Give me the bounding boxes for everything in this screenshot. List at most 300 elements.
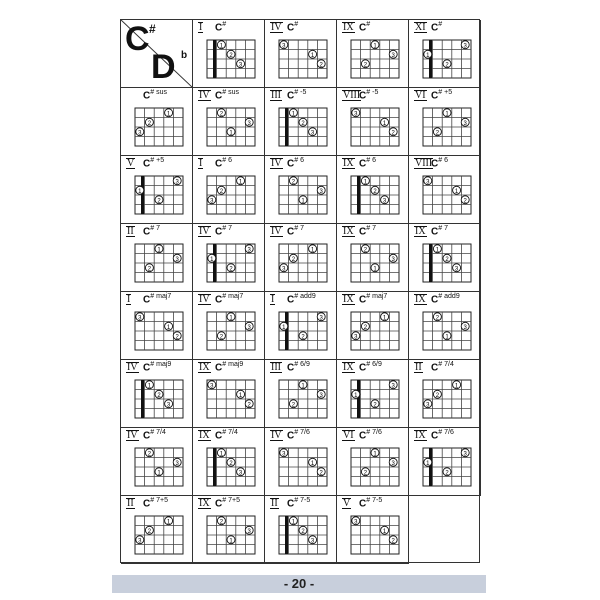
fret-position: IX [199,430,210,441]
chord-suffix: 7 [444,225,449,232]
chord-accidental: # [294,157,299,164]
chord-diagram [193,224,265,292]
chord-diagram [265,428,337,496]
finger-dot [361,245,369,254]
chord-name [287,157,304,169]
chord-suffix: 7/6 [372,429,382,436]
finger-dot [309,50,317,59]
svg-text:2: 2 [157,392,161,399]
svg-text:3: 3 [310,538,315,545]
finger-dot [208,196,216,205]
chord-name [431,361,454,373]
chord-root: C [287,22,295,34]
barre-mark [285,516,288,554]
chord-diagram [409,428,481,496]
svg-text:3: 3 [382,198,387,205]
chord-diagram [265,156,337,224]
chord-root: C [287,158,295,170]
finger-dot [217,186,225,195]
chord-root: C [359,430,367,442]
fret-position: IX [199,362,210,373]
finger-dot [371,449,379,458]
finger-dot [453,381,461,390]
chord-accidental: # [150,157,155,164]
finger-dot [309,128,317,137]
chord-name [287,497,310,509]
chord-accidental: # [222,429,227,436]
chord-accidental: # [366,157,371,164]
fret-position: VIII [415,158,433,169]
chord-name [215,497,240,509]
chord-root: C [431,158,439,170]
finger-dot [136,313,144,322]
svg-text:3: 3 [319,392,323,399]
finger-dot [245,322,253,331]
chord-root: C [143,362,151,374]
chord-suffix: sus [228,89,240,96]
finger-dot [443,60,451,69]
svg-text:2: 2 [445,256,449,263]
svg-text:1: 1 [445,334,449,341]
barre-mark [357,176,360,214]
finger-dot [165,517,173,526]
fret-position: II [271,498,278,509]
fret-position: I [127,294,131,305]
svg-text:1: 1 [435,247,440,254]
chord-name [143,157,164,169]
chord-accidental: # [438,225,443,232]
chord-root: C [359,226,367,238]
finger-dot [289,177,297,186]
svg-text:1: 1 [166,519,171,526]
chord-diagram [193,428,265,496]
fret-position: IV [271,22,282,33]
finger-dot [389,381,397,390]
svg-text:1: 1 [363,179,368,186]
svg-text:3: 3 [247,324,251,331]
chord-suffix: maj9 [228,361,244,368]
svg-text:1: 1 [291,519,296,526]
chord-diagram [193,88,265,156]
fret-position: IX [415,430,426,441]
chord-name [359,89,378,101]
chord-suffix: 7 [156,225,161,232]
svg-text:2: 2 [219,334,224,341]
svg-text:1: 1 [229,315,233,322]
svg-text:2: 2 [363,62,368,69]
chord-diagram [409,292,481,360]
chord-diagram [337,156,409,224]
chord-diagram [409,20,481,88]
finger-dot [227,50,235,59]
chord-diagram [265,88,337,156]
chord-suffix: 6 [444,157,449,164]
svg-text:1: 1 [382,315,387,322]
chord-diagram [265,20,337,88]
fret-position: II [127,498,134,509]
finger-dot [165,322,173,331]
svg-text:3: 3 [175,256,179,263]
chord-name [359,429,382,441]
svg-text:1: 1 [373,43,377,50]
finger-dot [217,109,225,118]
chord-accidental: # [438,21,443,28]
svg-text:1: 1 [157,247,161,254]
finger-dot [280,322,288,331]
svg-text:3: 3 [247,120,251,127]
svg-text:3: 3 [247,528,251,535]
chord-root: C [143,90,151,102]
svg-text:3: 3 [238,62,243,69]
svg-text:2: 2 [229,266,233,273]
finger-dot [461,196,469,205]
chord-diagram [409,224,481,292]
finger-dot [461,322,469,331]
chord-suffix: 7/4 [228,429,238,436]
fret-position: VI [415,90,426,101]
chord-root: C [359,158,367,170]
finger-dot [280,264,288,273]
key-accidental-top: # [149,22,156,36]
chord-suffix: 7-5 [300,497,311,504]
barre-mark [213,40,216,78]
finger-dot [317,60,325,69]
chord-name [359,361,382,373]
chord-diagram [265,224,337,292]
chord-diagram [409,360,481,428]
finger-dot [389,458,397,467]
barre-mark [357,380,360,418]
svg-text:1: 1 [219,43,224,50]
fret-position: IX [343,362,354,373]
chord-name [287,429,310,441]
svg-text:1: 1 [138,188,142,195]
finger-dot [433,245,441,254]
finger-dot [361,60,369,69]
svg-text:1: 1 [382,528,387,535]
chord-suffix: 7/6 [444,429,454,436]
svg-text:2: 2 [391,130,395,137]
chord-accidental: # [294,21,299,28]
svg-text:1: 1 [445,111,449,118]
svg-text:3: 3 [138,315,142,322]
chord-accidental: # [366,293,371,300]
finger-dot [371,41,379,50]
svg-text:3: 3 [210,383,214,390]
finger-dot [145,526,153,535]
svg-text:2: 2 [301,528,305,535]
fret-position: IX [343,294,354,305]
chord-accidental: # [222,361,227,368]
chord-root: C [431,362,439,374]
chord-suffix: maj7 [156,293,172,300]
fret-position: IV [199,90,210,101]
chord-accidental: # [294,293,299,300]
finger-dot [309,458,317,467]
chord-diagram [121,428,193,496]
finger-dot [289,254,297,263]
svg-text:3: 3 [282,43,286,50]
finger-dot [227,536,235,545]
chord-name [215,361,243,373]
finger-dot [245,400,253,409]
finger-dot [371,264,379,273]
svg-text:3: 3 [426,179,430,186]
chord-diagram [193,20,265,88]
svg-text:2: 2 [301,120,305,127]
finger-dot [361,322,369,331]
svg-text:1: 1 [219,451,224,458]
footer-bar [112,575,486,593]
fret-position: IV [127,362,138,373]
fret-position: IX [415,226,426,237]
finger-dot [381,196,389,205]
svg-text:2: 2 [319,62,323,69]
chord-suffix: 7 [228,225,233,232]
fret-position: IX [199,498,210,509]
svg-text:3: 3 [282,451,286,458]
svg-text:3: 3 [463,120,467,127]
svg-text:2: 2 [363,247,368,254]
barre-mark [429,448,432,486]
svg-text:1: 1 [310,247,315,254]
svg-text:3: 3 [391,460,395,467]
finger-dot [389,128,397,137]
chord-diagram [121,292,193,360]
fret-position: VIII [343,90,361,101]
chord-root: C [143,294,151,306]
chord-accidental: # [438,157,443,164]
svg-text:1: 1 [229,130,233,137]
svg-text:1: 1 [373,266,377,273]
chord-suffix: +5 [156,157,165,164]
chord-accidental: # [150,361,155,368]
svg-text:3: 3 [319,188,323,195]
svg-text:1: 1 [229,538,233,545]
chord-suffix: 6/9 [300,361,310,368]
chord-accidental: # [222,293,227,300]
chord-accidental: # [438,429,443,436]
svg-text:3: 3 [391,383,395,390]
finger-dot [227,264,235,273]
chord-suffix: maj9 [156,361,172,368]
svg-text:2: 2 [373,188,377,195]
svg-text:3: 3 [426,402,430,409]
chord-accidental: # [222,157,227,164]
chord-accidental: # [438,89,443,96]
svg-text:2: 2 [229,460,233,467]
finger-dot [145,118,153,127]
chord-name [143,225,160,237]
finger-dot [424,50,432,59]
chord-suffix: 7 [300,225,305,232]
chord-root: C [287,226,295,238]
chord-accidental: # [222,21,227,28]
finger-dot [237,60,245,69]
fret-position: VI [343,430,354,441]
svg-text:2: 2 [301,334,305,341]
svg-text:3: 3 [310,130,315,137]
finger-dot [217,41,225,50]
svg-text:2: 2 [373,402,377,409]
chord-accidental: # [438,293,443,300]
barre-mark [141,380,144,418]
finger-dot [299,381,307,390]
finger-dot [453,186,461,195]
svg-text:1: 1 [166,111,171,118]
finger-dot [280,41,288,50]
finger-dot [443,109,451,118]
finger-dot [173,254,181,263]
finger-dot [245,526,253,535]
fret-position: XI [415,22,426,33]
finger-dot [381,118,389,127]
chord-diagram [409,88,481,156]
svg-text:3: 3 [282,266,286,273]
chord-name [431,429,454,441]
chord-suffix: 7 [372,225,377,232]
chord-name [143,89,167,101]
finger-dot [155,390,163,399]
chord-root: C [431,22,439,34]
chord-accidental: # [294,225,299,232]
svg-text:3: 3 [175,460,179,467]
finger-dot [317,468,325,477]
finger-dot [381,526,389,535]
svg-text:3: 3 [391,52,395,59]
fret-position: IV [271,226,282,237]
fret-position: V [127,158,135,169]
finger-dot [227,128,235,137]
finger-dot [309,536,317,545]
svg-text:1: 1 [301,198,305,205]
svg-text:1: 1 [426,52,430,59]
finger-dot [433,128,441,137]
finger-dot [299,526,307,535]
chord-suffix: 6 [228,157,233,164]
chord-diagram [265,292,337,360]
svg-text:1: 1 [310,460,315,467]
chord-root: C [215,90,223,102]
chord-accidental: # [366,21,371,28]
svg-text:3: 3 [138,130,142,137]
svg-text:3: 3 [454,266,459,273]
fret-position: I [271,294,275,305]
fret-position: II [415,362,422,373]
finger-dot [208,381,216,390]
chord-name [359,157,376,169]
finger-dot [299,196,307,205]
fret-position: V [343,498,351,509]
chord-root: C [215,362,223,374]
chord-accidental: # [366,225,371,232]
finger-dot [299,118,307,127]
svg-text:1: 1 [454,383,459,390]
svg-text:2: 2 [219,519,224,526]
chord-diagram [337,360,409,428]
chord-root: C [215,22,223,34]
chord-root: C [359,362,367,374]
chord-diagram [121,224,193,292]
finger-dot [173,332,181,341]
finger-dot [155,245,163,254]
chord-suffix: maj7 [372,293,388,300]
chord-chart-grid [120,19,480,563]
chord-diagram [121,360,193,428]
fret-position: IX [343,158,354,169]
finger-dot [237,390,245,399]
finger-dot [381,313,389,322]
svg-text:3: 3 [463,324,467,331]
finger-dot [461,449,469,458]
chord-diagram [193,496,265,564]
fret-position: IX [343,22,354,33]
finger-dot [443,254,451,263]
chord-root: C [215,158,223,170]
fret-position: IV [199,294,210,305]
chord-accidental: # [150,293,155,300]
chord-accidental: # [222,89,227,96]
svg-text:3: 3 [354,334,358,341]
svg-text:3: 3 [238,470,243,477]
chord-suffix: 7+5 [228,497,241,504]
finger-dot [433,390,441,399]
fret-position: IV [271,158,282,169]
chord-suffix: add9 [444,293,460,300]
chord-diagram [265,360,337,428]
chord-root: C [359,90,367,102]
chord-diagram [337,292,409,360]
finger-dot [245,118,253,127]
svg-text:2: 2 [435,315,440,322]
finger-dot [389,50,397,59]
svg-text:2: 2 [435,392,440,399]
chord-suffix: 7/4 [444,361,454,368]
chord-name [215,429,238,441]
chord-suffix: sus [156,89,168,96]
chord-name [143,429,166,441]
fret-position: IV [199,226,210,237]
chord-suffix: -5 [300,89,307,96]
svg-text:1: 1 [238,179,243,186]
chord-name [287,361,310,373]
finger-dot [361,177,369,186]
fret-position: III [271,362,281,373]
svg-text:3: 3 [247,247,251,254]
chord-accidental: # [150,89,155,96]
chord-root: C [143,498,151,510]
chord-name [287,21,300,33]
key-accidental-bottom: b [181,50,188,61]
svg-text:3: 3 [354,519,358,526]
chord-name [143,497,168,509]
fretboard [193,20,265,88]
svg-text:1: 1 [291,111,296,118]
svg-text:2: 2 [229,52,233,59]
chord-root: C [287,294,295,306]
chord-name [431,89,452,101]
chord-suffix: 6 [300,157,305,164]
chord-accidental: # [438,361,443,368]
chord-accidental: # [150,497,155,504]
finger-dot [217,449,225,458]
chord-accidental: # [294,429,299,436]
chord-diagram [337,88,409,156]
chord-accidental: # [222,497,227,504]
finger-dot [453,264,461,273]
finger-dot [145,264,153,273]
chord-root: C [215,430,223,442]
